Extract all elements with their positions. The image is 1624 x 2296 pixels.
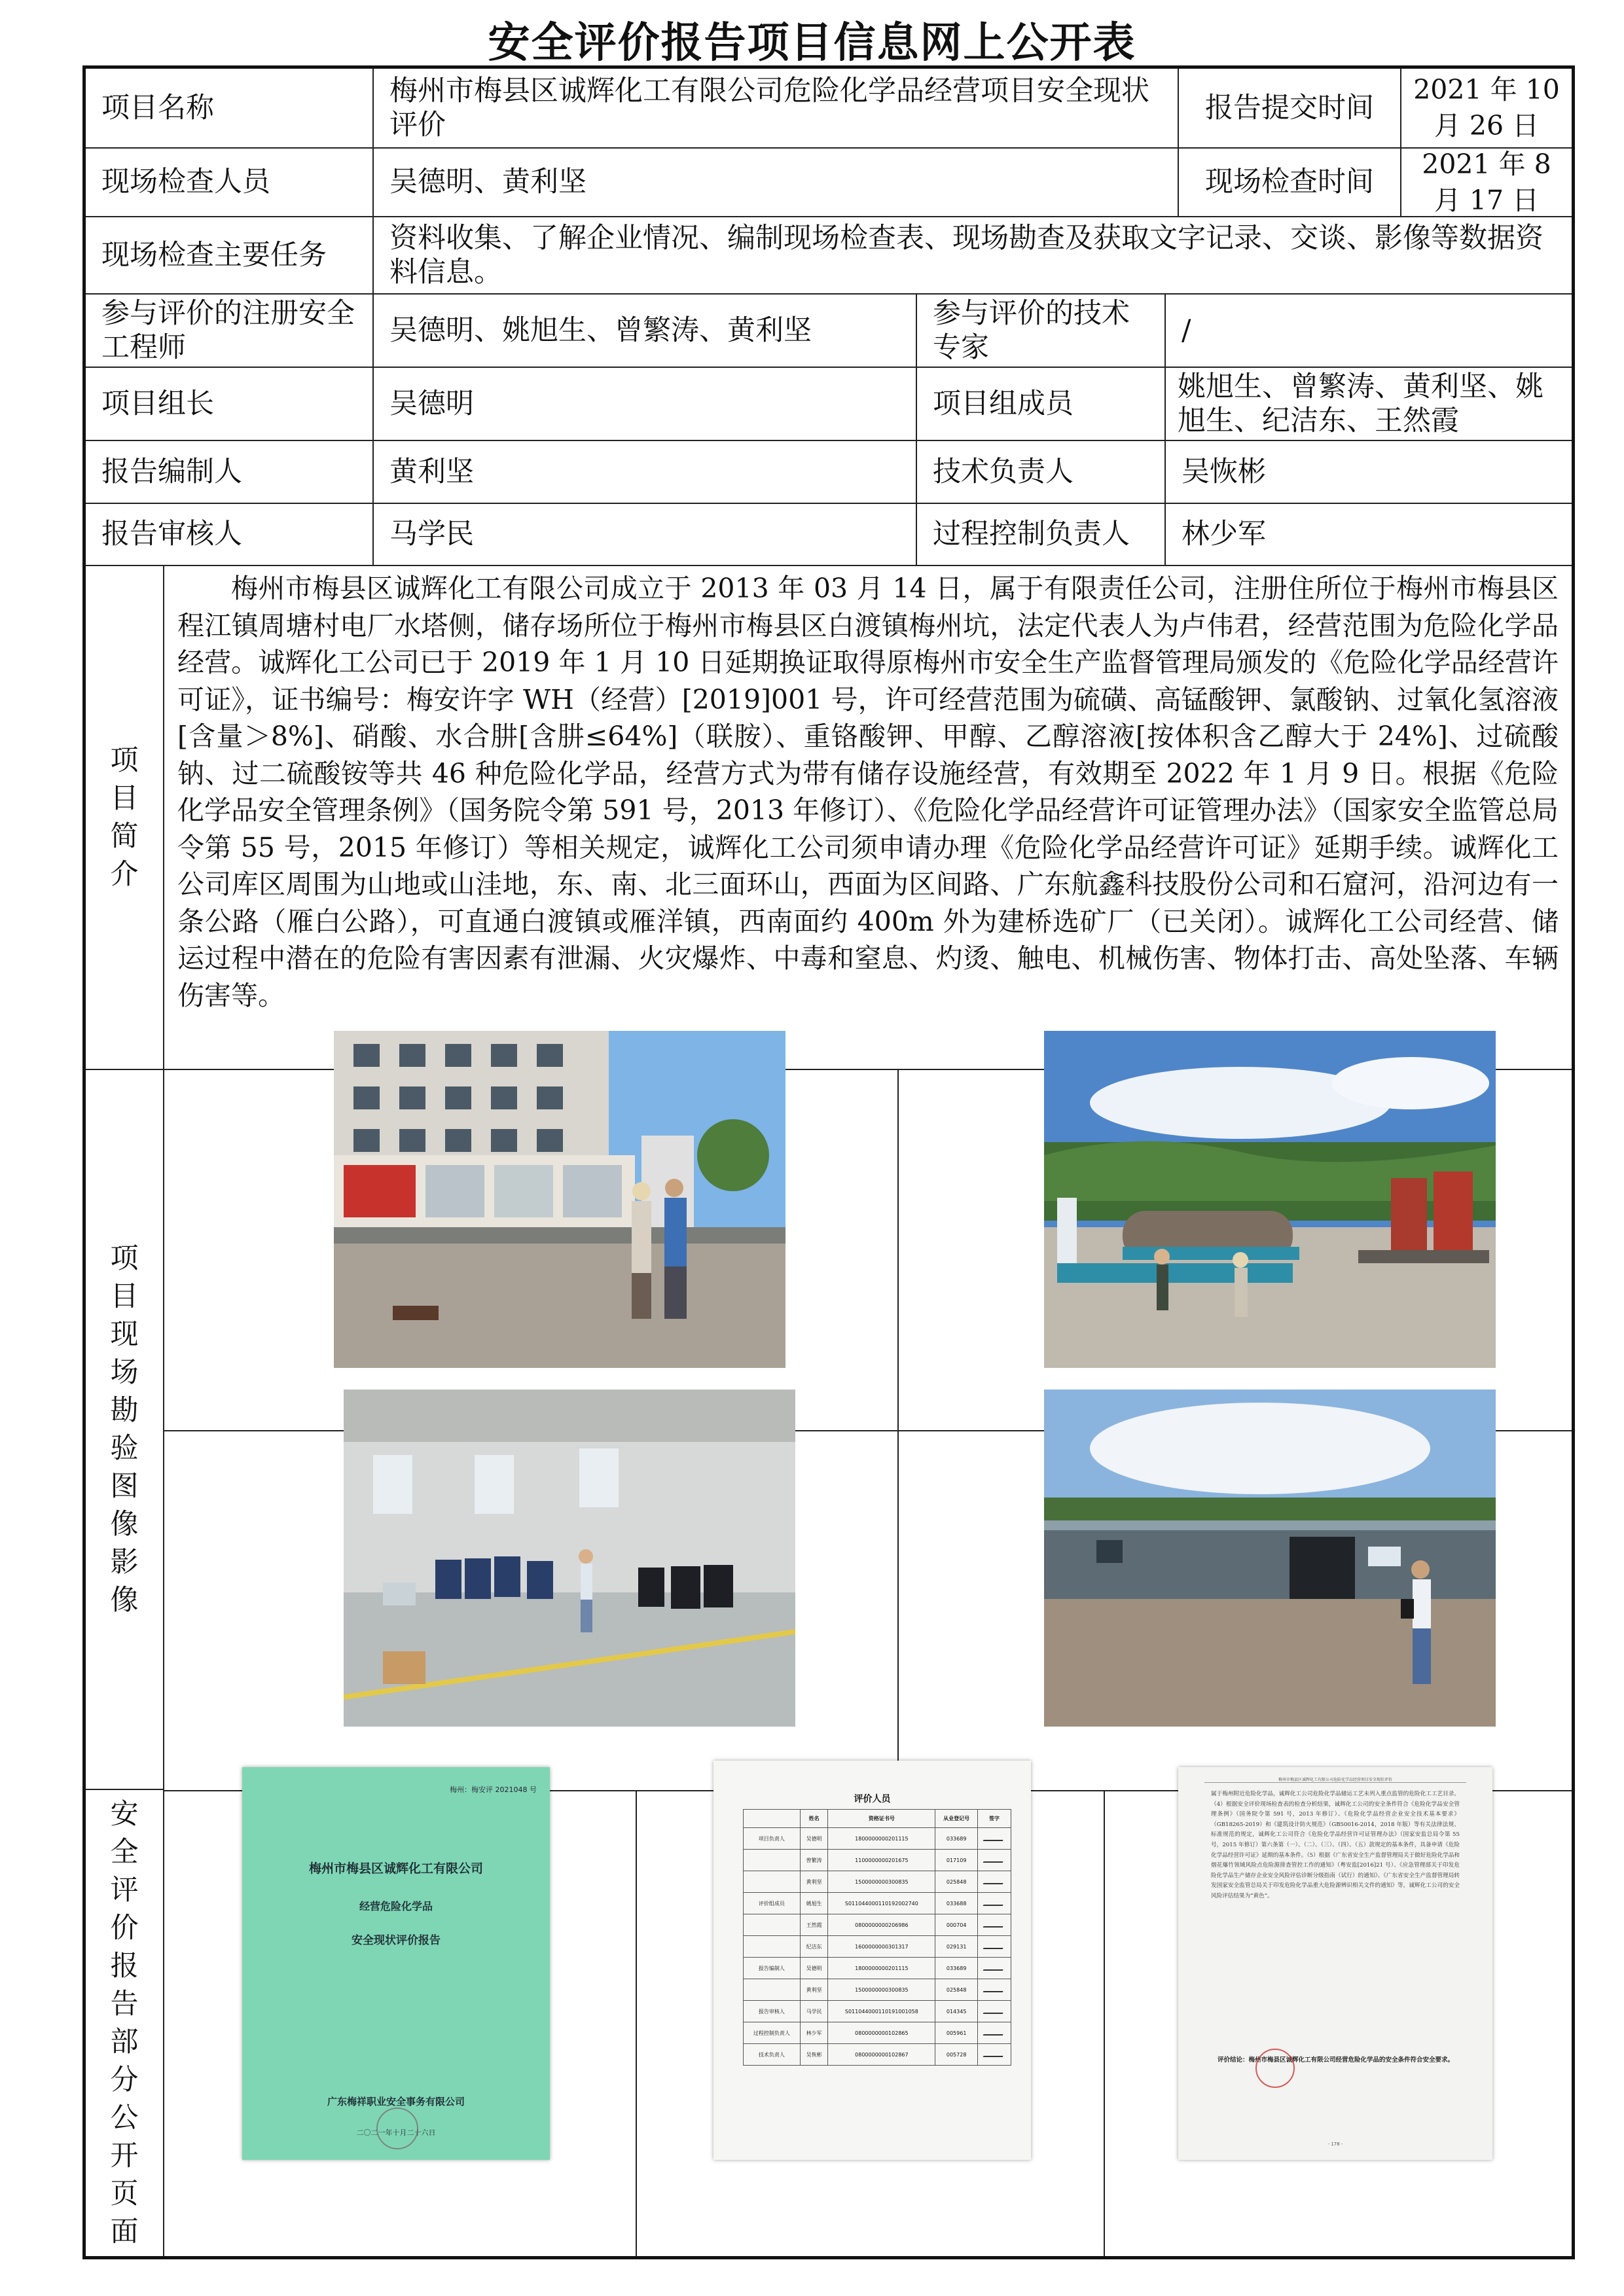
sign-table-cell: 025848 <box>935 1871 978 1893</box>
signature-mark <box>978 2022 1011 2044</box>
sign-table-cell: 王然霞 <box>800 1914 828 1936</box>
tech-lead-label: 技术负责人 <box>917 441 1166 504</box>
sign-header-cell: 从业登记号 <box>935 1810 978 1828</box>
sign-table-cell: 报告编制人 <box>744 1958 801 1979</box>
sign-table-cell: 黄利坚 <box>800 1979 828 2001</box>
pages-label: 安全评价报告部分公开页面 <box>86 1790 164 2256</box>
report-cover-page <box>242 1767 550 2160</box>
experts-label: 参与评价的技术专家 <box>917 295 1166 368</box>
engineers-value: 吴德明、姚旭生、曾繁涛、黄利坚 <box>374 295 917 368</box>
cover-date: 二〇二一年十月二十六日 <box>356 2128 436 2137</box>
photos-label: 项目现场勘验图像影像 <box>86 1070 164 1790</box>
sign-table-cell <box>744 1936 801 1958</box>
page-title: 安全评价报告项目信息网上公开表 <box>488 19 1136 67</box>
sign-table-row <box>744 1936 1011 1958</box>
sign-table-cell: 005728 <box>935 2044 978 2066</box>
tech-lead-value: 吴恢彬 <box>1166 441 1572 504</box>
sign-table-cell: 吴德明 <box>800 1828 828 1850</box>
signature-scribble-icon <box>983 1835 1006 1841</box>
members-label: 项目组成员 <box>917 368 1166 441</box>
inspect-time-label: 现场检查时间 <box>1179 149 1401 217</box>
intro-label: 项目简介 <box>86 566 164 1070</box>
cover-issuer: 广东梅祥职业安全事务有限公司 <box>327 2096 465 2108</box>
cover-line2: 经营危险化学品 <box>359 1900 433 1912</box>
sign-table-cell: 纪洁东 <box>800 1936 828 1958</box>
sign-table-cell: 033689 <box>935 1828 978 1850</box>
author-value: 黄利坚 <box>374 441 917 504</box>
sign-table-cell: 033689 <box>935 1958 978 1979</box>
sign-table <box>743 1809 1011 2066</box>
sign-table-cell: 马学民 <box>800 2001 828 2022</box>
cover-company: 梅州市梅县区诚辉化工有限公司 <box>308 1861 483 1876</box>
sign-table-cell: 1100000000201675 <box>828 1850 935 1871</box>
signature-mark <box>978 2044 1011 2066</box>
conclusion-header: 梅州市梅县区诚辉化工有限公司危险化学品经营项目安全现状评价 <box>1204 1776 1466 1783</box>
sign-table-cell: 0800000000206986 <box>828 1914 935 1936</box>
sign-table-row <box>744 1871 1011 1893</box>
sign-table-cell: 0800000000102865 <box>828 2022 935 2044</box>
sign-table-cell: S011044000110192002740 <box>828 1893 935 1914</box>
sign-header-cell <box>744 1810 801 1828</box>
intro-text: 梅州市梅县区诚辉化工有限公司成立于 2013 年 03 月 14 日，属于有限责任公司，注册住所位于梅州市梅县区程江镇周塘村电厂水塔侧，储存场所位于梅州市梅县区白渡镇梅州坑，法定代表人为卢伟君，经营范围为危险化学品经营。诚辉化工公司已于 2019 年 1 月 10 日延期换证取得原梅州市安全生产监督管理局颁发的《危险化学品经营许可证》，证书编号：梅安许字 WH（经营）[2019]001 号，许可经营范围为硫磺、高锰酸钾、氯酸钠、过氧化氢溶液[含量＞8%]、硝酸、水合肼[含肼≤64%]（联胺）、重铬酸钾、甲醇、乙醇溶液[按体积含乙醇大于 24%]、过硫酸钠、过二硫酸铵等共 46 种危险化学品，经营方式为带有储存设施经营，有效期至 2022 年 1 月 9 日。根据《危险化学品安全管理条例》（国务院令第 591 号，2013 年修订）、《危险化学品经营许可证管理办法》（国家安全监管总局令第 55 号，2015 年修订）等相关规定，诚辉化工公司须申请办理《危险化学品经营许可证》延期手续。诚辉化工公司库区周围为山地或山洼地，东、南、北三面环山，西面为区间路、广东航鑫科技股份公司和石窟河，沿河边有一条公路（雁白公路），可直通白渡镇或雁洋镇，西南面约 400m 外为建桥选矿厂（已关闭）。诚辉化工公司经营、储运过程中潜在的危险有害因素有泄漏、火灾爆炸、中毒和窒息、灼烫、触电、机械伤害、物体打击、高处坠落、车辆伤害等。 <box>164 566 1572 1070</box>
leader-label: 项目组长 <box>86 368 374 441</box>
inspect-time-value: 2021 年 8 月 17 日 <box>1401 149 1572 217</box>
sign-table-row <box>744 1958 1011 1979</box>
site-photo-office <box>334 1031 785 1368</box>
signature-mark <box>978 1979 1011 2001</box>
author-label: 报告编制人 <box>86 441 374 504</box>
sign-table-cell: 1800000000201115 <box>828 1828 935 1850</box>
sign-header-cell: 资格证书号 <box>828 1810 935 1828</box>
sign-heading: 评价人员 <box>854 1794 891 1804</box>
conclusion-seal <box>1255 2049 1295 2088</box>
sign-table-cell: 0800000000102867 <box>828 2044 935 2066</box>
sign-header-cell: 姓名 <box>800 1810 828 1828</box>
reviewer-label: 报告审核人 <box>86 504 374 566</box>
sign-table-row <box>744 2044 1011 2066</box>
sign-table-cell: 过程控制负责人 <box>744 2022 801 2044</box>
sign-table-row <box>744 1914 1011 1936</box>
site-photo-tanks <box>1044 1031 1496 1368</box>
sign-table-cell: S011044000110191001058 <box>828 2001 935 2022</box>
sign-table-cell: 报告审核人 <box>744 2001 801 2022</box>
sign-table-cell <box>744 1871 801 1893</box>
cover-top-note: 梅州：梅安评 2021048 号 <box>450 1785 537 1794</box>
sign-table-row <box>744 1893 1011 1914</box>
signature-scribble-icon <box>983 2051 1006 2057</box>
tasks-value: 资料收集、了解企业情况、编制现场检查表、现场勘查及获取文字记录、交谈、影像等数据资料信息。 <box>374 217 1572 295</box>
signature-scribble-icon <box>983 1986 1006 1992</box>
sign-table-cell: 025848 <box>935 1979 978 2001</box>
process-lead-label: 过程控制负责人 <box>917 504 1166 566</box>
conclusion-page-number: - 178 - <box>1327 2142 1343 2147</box>
sign-table-cell: 黄利坚 <box>800 1871 828 1893</box>
sign-table-cell: 姚旭生 <box>800 1893 828 1914</box>
sign-table-cell: 林少军 <box>800 2022 828 2044</box>
leader-value: 吴德明 <box>374 368 917 441</box>
sign-table-row <box>744 1979 1011 2001</box>
sign-table-cell: 1500000000300835 <box>828 1871 935 1893</box>
signature-scribble-icon <box>983 2007 1006 2014</box>
project-name-label: 项目名称 <box>86 69 374 149</box>
sign-table-cell: 033688 <box>935 1893 978 1914</box>
sign-table-cell: 项目负责人 <box>744 1828 801 1850</box>
sign-table-cell: 曾繁涛 <box>800 1850 828 1871</box>
reviewer-value: 马学民 <box>374 504 917 566</box>
report-signature-page <box>713 1761 1031 2160</box>
cover-seal <box>376 2108 418 2149</box>
sign-table-row <box>744 1850 1011 1871</box>
signature-scribble-icon <box>983 2029 1006 2036</box>
sign-table-row <box>744 2022 1011 2044</box>
project-name-value: 梅州市梅县区诚辉化工有限公司危险化学品经营项目安全现状评价 <box>374 69 1179 149</box>
signature-mark <box>978 2001 1011 2022</box>
sign-table-row <box>744 1828 1011 1850</box>
signature-scribble-icon <box>983 1878 1006 1884</box>
sign-table-cell: 1600000000301317 <box>828 1936 935 1958</box>
signature-mark <box>978 1936 1011 1958</box>
sign-table-cell: 000704 <box>935 1914 978 1936</box>
signature-mark <box>978 1958 1011 1979</box>
sign-table-cell: 029131 <box>935 1936 978 1958</box>
submit-time-label: 报告提交时间 <box>1179 69 1401 149</box>
signature-mark <box>978 1871 1011 1893</box>
signature-scribble-icon <box>983 1943 1006 1949</box>
signature-scribble-icon <box>983 1921 1006 1928</box>
sign-table-row <box>744 2001 1011 2022</box>
signature-mark <box>978 1893 1011 1914</box>
cover-line3: 安全现状评价报告 <box>352 1934 441 1947</box>
sign-table-cell: 吴恢彬 <box>800 2044 828 2066</box>
sign-header-cell: 签字 <box>978 1810 1011 1828</box>
signature-scribble-icon <box>983 1964 1006 1971</box>
signature-mark <box>978 1914 1011 1936</box>
sign-table-cell: 014345 <box>935 2001 978 2022</box>
sign-table-cell: 005961 <box>935 2022 978 2044</box>
sign-table-cell: 1800000000201115 <box>828 1958 935 1979</box>
sign-table-cell: 评价组成员 <box>744 1893 801 1914</box>
sign-table-cell <box>744 1979 801 2001</box>
tasks-label: 现场检查主要任务 <box>86 217 374 295</box>
site-photo-warehouse <box>344 1390 795 1727</box>
sign-table-cell: 017109 <box>935 1850 978 1871</box>
sign-table-cell: 技术负责人 <box>744 2044 801 2066</box>
sign-table-cell: 吴德明 <box>800 1958 828 1979</box>
conclusion-body: 属于梅州附近危险化学品，诚辉化工公司危险化学品储运工艺未列入重点监管的危险化工工艺目录。（4）根据安全评价现场检查表的检查分析结果，诚辉化工公司的安全条件符合《危险化学品安全管理条例》（国务院令第 591 号，2013 年修订）、《危险化学品经营企业安全技术基本要求》（GB18265-2019）和《建筑设计防火规范》（GB50016-2014，2018 年版）等有关法律法规、标准规范的规定，诚辉化工公司符合《危险化学品经营许可证管理办法》（国家安监总局令第 55 号，2015 年修订）第六条第（一）、（二）、（三）、（四）、（五）款规定的基本条件，具备申请《危险化学品经营许可证》延期的基本条件。（5）根据《广东省安全生产监督管理局关于做好危险化学品和烟花爆竹领域风险点危险源排查管控工作的通知》（粤安监[2016]21 号）、《应急管理部关于印发危险化学品生产储存企业安全风险评估诊断分级指南（试行）的通知》、《广东省安全生产监督管理局转发国家安全监管总局关于印发危险化学品重大危险源辨识相关文件的通知》等，诚辉化工公司的安全风险评估结果为“黄色”。 <box>1211 1791 1460 1899</box>
sign-table-cell <box>744 1914 801 1936</box>
report-conclusion-page <box>1178 1767 1492 2160</box>
signature-scribble-icon <box>983 1899 1006 1906</box>
signature-mark <box>978 1850 1011 1871</box>
site-photo-exterior <box>1044 1390 1496 1727</box>
experts-value: / <box>1166 295 1572 368</box>
inspectors-label: 现场检查人员 <box>86 149 374 217</box>
sign-table-cell <box>744 1850 801 1871</box>
conclusion-text: 评价结论：梅州市梅县区诚辉化工有限公司经营危险化学品的安全条件符合安全要求。 <box>1218 2056 1454 2064</box>
signature-mark <box>978 1828 1011 1850</box>
inspectors-value: 吴德明、黄利坚 <box>374 149 1179 217</box>
sign-table-cell: 1500000000300835 <box>828 1979 935 2001</box>
process-lead-value: 林少军 <box>1166 504 1572 566</box>
submit-time-value: 2021 年 10 月 26 日 <box>1401 69 1572 149</box>
signature-scribble-icon <box>983 1856 1006 1863</box>
members-value: 姚旭生、曾繁涛、黄利坚、姚旭生、纪洁东、王然霞 <box>1166 368 1572 441</box>
engineers-label: 参与评价的注册安全工程师 <box>86 295 374 368</box>
